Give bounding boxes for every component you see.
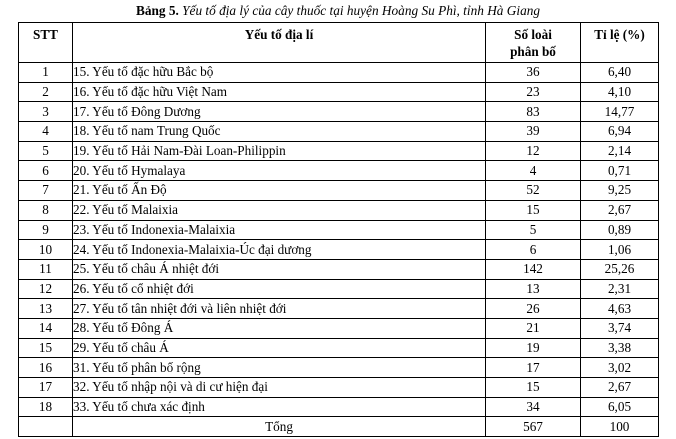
cell-count: 142: [486, 259, 581, 279]
table-row: [19, 82, 659, 102]
cell-percent: 2,31: [581, 279, 659, 299]
cell-stt: 14: [19, 318, 73, 338]
geography-factor-table: [18, 22, 659, 437]
cell-percent: 2,67: [581, 200, 659, 220]
table-row: [19, 200, 659, 220]
table-row: [19, 102, 659, 122]
cell-name: 31. Yếu tố phân bố rộng: [73, 358, 486, 378]
cell-name: 17. Yếu tố Đông Dương: [73, 102, 486, 122]
cell-count: 13: [486, 279, 581, 299]
cell-stt: 13: [19, 299, 73, 319]
cell-count: 52: [486, 181, 581, 201]
cell-count: 4: [486, 161, 581, 181]
cell-count: 23: [486, 82, 581, 102]
cell-percent: 3,02: [581, 358, 659, 378]
table-row: [19, 318, 659, 338]
total-label: Tổng: [73, 417, 486, 437]
cell-name: 19. Yếu tố Hải Nam-Đài Loan-Philippin: [73, 141, 486, 161]
table-header: [19, 23, 659, 63]
cell-stt: 18: [19, 397, 73, 417]
cell-name: 26. Yếu tố cổ nhiệt đới: [73, 279, 486, 299]
cell-percent: 3,38: [581, 338, 659, 358]
cell-stt: 17: [19, 378, 73, 398]
cell-percent: 25,26: [581, 259, 659, 279]
cell-count: 5: [486, 220, 581, 240]
cell-stt: 15: [19, 338, 73, 358]
total-stt-empty: [19, 417, 73, 437]
cell-name: 24. Yếu tố Indonexia-Malaixia-Úc đại dương: [73, 240, 486, 260]
cell-percent: 3,74: [581, 318, 659, 338]
cell-name: 20. Yếu tố Hymalaya: [73, 161, 486, 181]
table-row: [19, 181, 659, 201]
cell-percent: 6,05: [581, 397, 659, 417]
cell-stt: 7: [19, 181, 73, 201]
cell-count: 19: [486, 338, 581, 358]
cell-count: 6: [486, 240, 581, 260]
cell-name: 21. Yếu tố Ấn Độ: [73, 181, 486, 201]
column-header-count-line2: phân bố: [510, 43, 556, 59]
column-header-stt: STT: [19, 23, 73, 63]
cell-name: 25. Yếu tố châu Á nhiệt đới: [73, 259, 486, 279]
cell-name: 15. Yếu tố đặc hữu Bắc bộ: [73, 63, 486, 83]
cell-stt: 3: [19, 102, 73, 122]
cell-stt: 16: [19, 358, 73, 378]
cell-stt: 1: [19, 63, 73, 83]
table-body: [19, 63, 659, 437]
cell-count: 17: [486, 358, 581, 378]
cell-percent: 4,63: [581, 299, 659, 319]
table-row: [19, 338, 659, 358]
cell-stt: 12: [19, 279, 73, 299]
table-caption-label: Bảng 5.: [135, 3, 179, 18]
cell-count: 83: [486, 102, 581, 122]
cell-count: 15: [486, 200, 581, 220]
cell-count: 15: [486, 378, 581, 398]
cell-name: 27. Yếu tố tân nhiệt đới và liên nhiệt đới: [73, 299, 486, 319]
table-caption: [0, 2, 676, 20]
cell-percent: 2,67: [581, 378, 659, 398]
cell-count: 12: [486, 141, 581, 161]
table-row: [19, 141, 659, 161]
cell-percent: 4,10: [581, 82, 659, 102]
cell-name: 33. Yếu tố chưa xác định: [73, 397, 486, 417]
table-caption-text: Yếu tố địa lý của cây thuốc tại huyện Hoàng Su Phì, tỉnh Hà Giang: [182, 3, 541, 18]
total-count: 567: [486, 417, 581, 437]
cell-percent: 0,71: [581, 161, 659, 181]
column-header-count: [486, 23, 581, 63]
table-row: [19, 299, 659, 319]
table-total-row: [19, 417, 659, 437]
cell-stt: 2: [19, 82, 73, 102]
table-row: [19, 279, 659, 299]
cell-percent: 6,94: [581, 122, 659, 142]
cell-percent: 6,40: [581, 63, 659, 83]
cell-name: 32. Yếu tố nhập nội và di cư hiện đại: [73, 378, 486, 398]
cell-name: 16. Yếu tố đặc hữu Việt Nam: [73, 82, 486, 102]
table-row: [19, 259, 659, 279]
cell-percent: 1,06: [581, 240, 659, 260]
cell-stt: 5: [19, 141, 73, 161]
cell-name: 29. Yếu tố châu Á: [73, 338, 486, 358]
cell-count: 36: [486, 63, 581, 83]
cell-count: 21: [486, 318, 581, 338]
cell-count: 39: [486, 122, 581, 142]
table-row: [19, 161, 659, 181]
cell-stt: 4: [19, 122, 73, 142]
cell-name: 22. Yếu tố Malaixia: [73, 200, 486, 220]
cell-percent: 0,89: [581, 220, 659, 240]
cell-percent: 9,25: [581, 181, 659, 201]
column-header-percent: Tỉ lệ (%): [581, 23, 659, 63]
cell-stt: 11: [19, 259, 73, 279]
cell-name: 18. Yếu tố nam Trung Quốc: [73, 122, 486, 142]
cell-name: 28. Yếu tố Đông Á: [73, 318, 486, 338]
table-row: [19, 397, 659, 417]
cell-stt: 6: [19, 161, 73, 181]
column-header-name: Yếu tố địa lí: [73, 23, 486, 63]
cell-percent: 14,77: [581, 102, 659, 122]
cell-percent: 2,14: [581, 141, 659, 161]
table-row: [19, 220, 659, 240]
cell-name: 23. Yếu tố Indonexia-Malaixia: [73, 220, 486, 240]
table-row: [19, 63, 659, 83]
cell-stt: 10: [19, 240, 73, 260]
geography-factor-table-container: [18, 22, 658, 437]
cell-count: 34: [486, 397, 581, 417]
table-row: [19, 122, 659, 142]
table-row: [19, 378, 659, 398]
cell-count: 26: [486, 299, 581, 319]
cell-stt: 9: [19, 220, 73, 240]
table-header-row: [19, 23, 659, 63]
total-percent: 100: [581, 417, 659, 437]
column-header-count-line1: Số loài: [514, 27, 552, 42]
cell-stt: 8: [19, 200, 73, 220]
table-row: [19, 358, 659, 378]
table-row: [19, 240, 659, 260]
